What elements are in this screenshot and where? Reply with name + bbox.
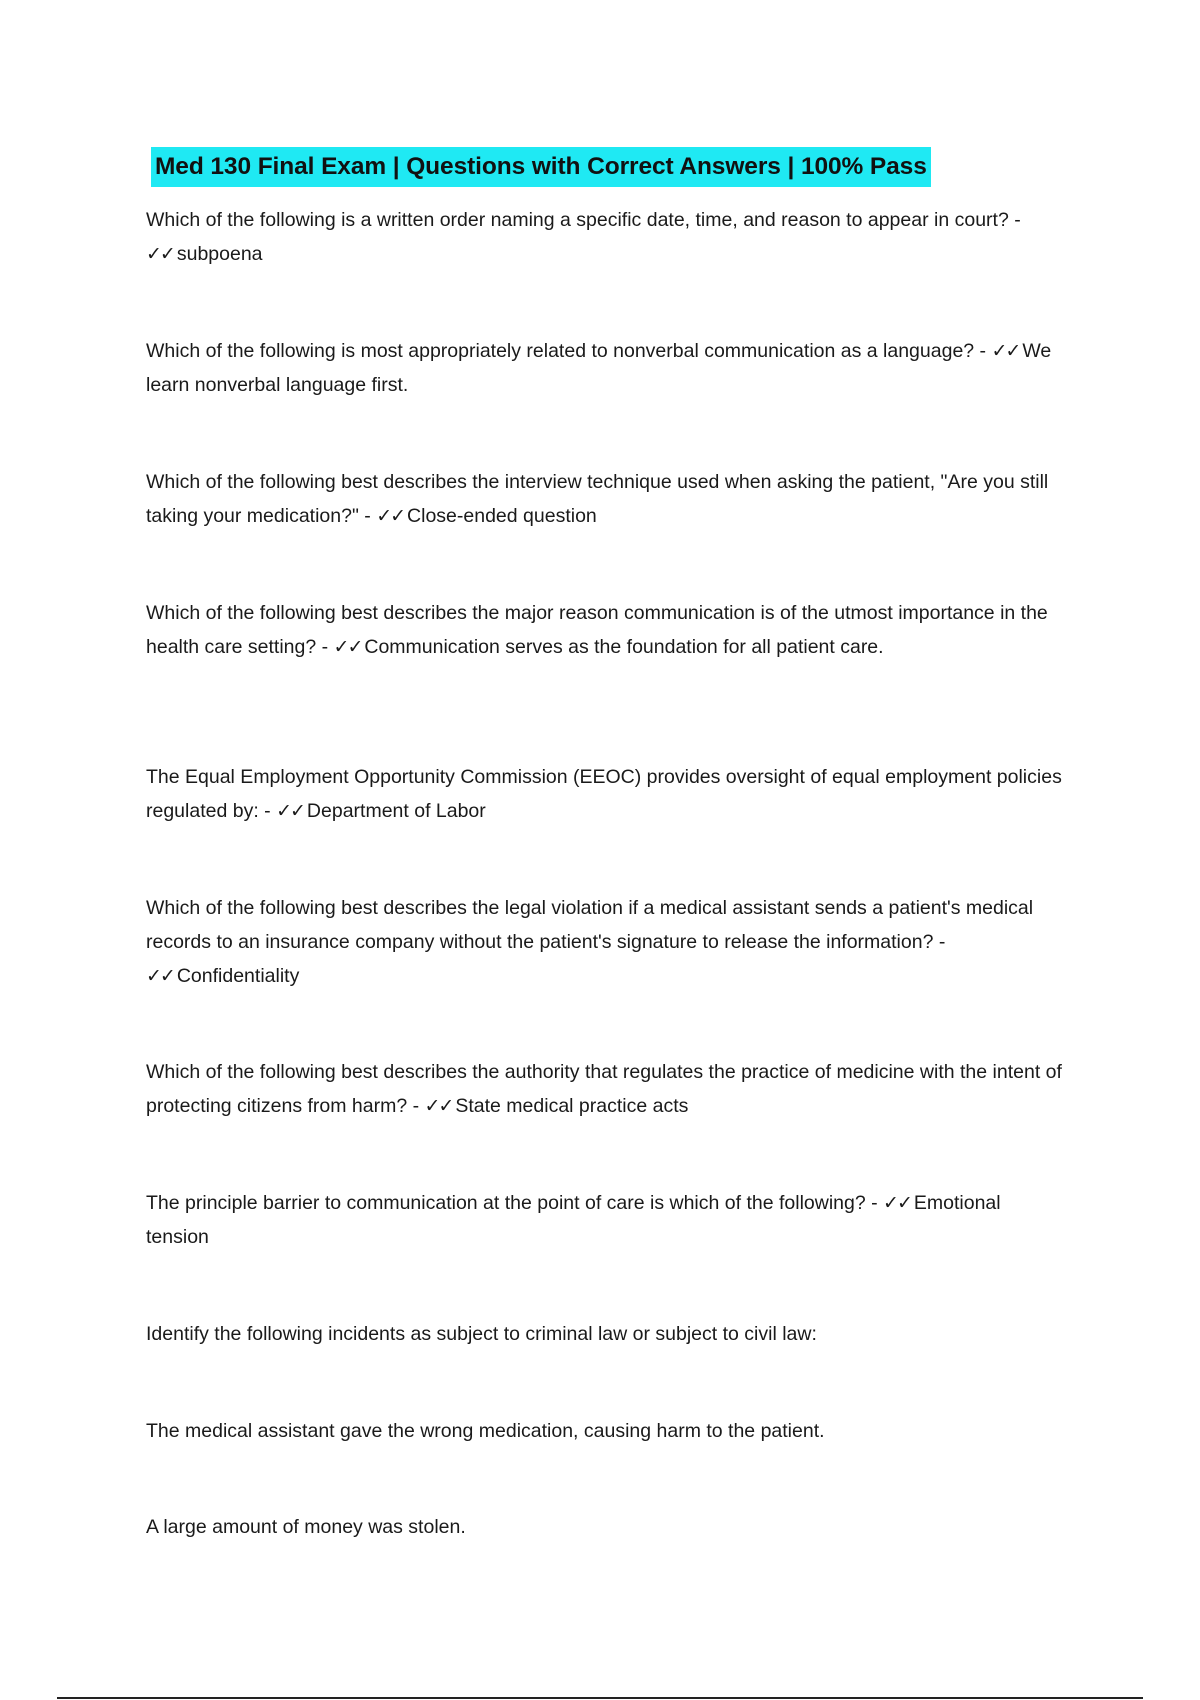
- check-icon: ✓✓: [883, 1192, 911, 1214]
- qa-item-8: [146, 1186, 1066, 1254]
- question-text: The Equal Employment Opportunity Commission (EEOC) provides oversight of equal employment policies regulated by: -: [146, 766, 1062, 822]
- question-text: Which of the following best describes the interview technique used when asking the patient, "Are you still taking your medication?" -: [146, 471, 1049, 527]
- question-text: The principle barrier to communication at the point of care is which of the following? -: [146, 1192, 884, 1214]
- question-text: Which of the following is a written order naming a specific date, time, and reason to appear in court? -: [146, 209, 1021, 231]
- question-text: Which of the following best describes the authority that regulates the practice of medicine with the intent of protecting citizens from harm? -: [146, 1061, 1062, 1117]
- question-text: Which of the following is most appropriately related to nonverbal communication as a language? -: [146, 340, 992, 362]
- check-icon: ✓✓: [424, 1095, 453, 1117]
- question-text: Which of the following best describes the legal violation if a medical assistant sends a patient's medical records to an insurance company without the patient's signature to release the information? -: [146, 897, 1034, 953]
- check-icon: ✓✓: [146, 965, 174, 987]
- qa-item-2: [146, 334, 1066, 402]
- footer-divider: [57, 1697, 1143, 1699]
- check-icon: ✓✓: [376, 505, 405, 527]
- qa-item-6: [146, 891, 1066, 993]
- answer-text: Close-ended question: [407, 505, 597, 527]
- statement-3: A large amount of money was stolen.: [146, 1516, 466, 1538]
- check-icon: ✓✓: [276, 800, 304, 822]
- answer-text: State medical practice acts: [455, 1095, 689, 1117]
- document-title: Med 130 Final Exam | Questions with Correct Answers | 100% Pass: [155, 153, 927, 180]
- qa-item-7: [146, 1055, 1066, 1123]
- qa-item-3: [146, 465, 1066, 533]
- check-icon: ✓✓: [991, 340, 1020, 362]
- answer-text: Communication serves as the foundation for all patient care.: [364, 636, 884, 658]
- answer-text: Confidentiality: [176, 965, 300, 987]
- title-highlight: [151, 147, 931, 187]
- answer-text: subpoena: [176, 243, 263, 265]
- check-icon: ✓✓: [333, 636, 362, 658]
- qa-item-5: [146, 760, 1066, 828]
- check-icon: ✓✓: [146, 243, 174, 265]
- qa-item-4: [146, 596, 1066, 664]
- question-text: Which of the following best describes the major reason communication is of the utmost importance in the health care setting? -: [146, 602, 1048, 658]
- answer-text: Department of Labor: [306, 800, 486, 822]
- qa-item-1: [146, 203, 1066, 271]
- statement-1: Identify the following incidents as subject to criminal law or subject to civil law:: [146, 1323, 817, 1345]
- answer-text: Emotional tension: [146, 1192, 1001, 1248]
- answer-text: We learn nonverbal language first.: [146, 340, 1052, 396]
- statement-2: The medical assistant gave the wrong medication, causing harm to the patient.: [146, 1420, 825, 1442]
